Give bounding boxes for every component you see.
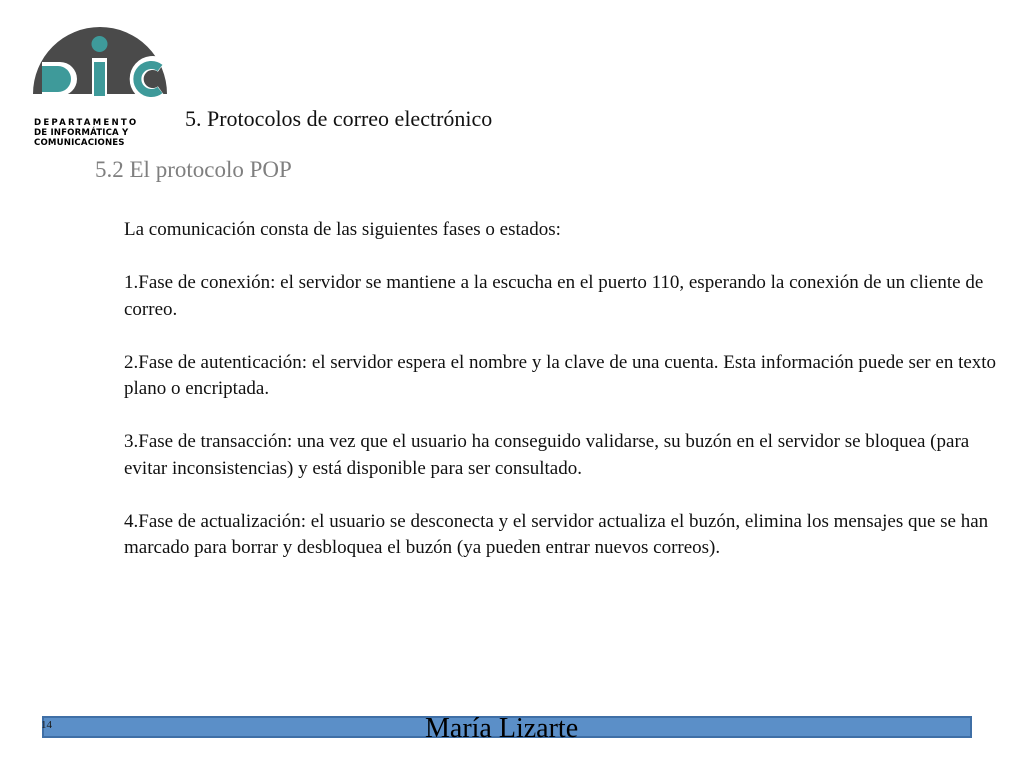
dic-logo-icon [30,22,170,122]
phase-item: 4.Fase de actualización: el usuario se desconecta y el servidor actualiza el buzón, elimina los mensajes que se han marcado para borrar y desbloquea el buzón (ya pueden entrar nuevos correos). [124,510,989,558]
logo-text [34,118,170,148]
phase-item: 1.Fase de conexión: el servidor se mantiene a la escucha en el puerto 110, esperando la conexión de un cliente de correo. [124,272,984,320]
intro-text: La comunicación consta de las siguientes fases o estados: [124,219,561,240]
logo-line-2: DE INFORMÁTICA Y [34,128,129,138]
slide-body [124,217,999,588]
logo-line-3: COMUNICACIONES [34,138,125,148]
logo-line-1: DEPARTAMENTO [34,118,139,128]
author-name: María Lizarte [425,713,579,744]
phase-item: 2.Fase de autenticación: el servidor espera el nombre y la clave de una cuenta. Esta información puede ser en texto plano o encriptada. [124,351,997,399]
section-title: 5. Protocolos de correo electrónico [185,106,493,131]
page-number: 14 [41,719,52,731]
subsection-title: 5.2 El protocolo POP [95,157,292,182]
department-logo [30,22,170,162]
phase-item: 3.Fase de transacción: una vez que el usuario ha conseguido validarse, su buzón en el servidor se bloquea (para evitar inconsistencias) y está disponible para ser consultado. [124,431,970,479]
